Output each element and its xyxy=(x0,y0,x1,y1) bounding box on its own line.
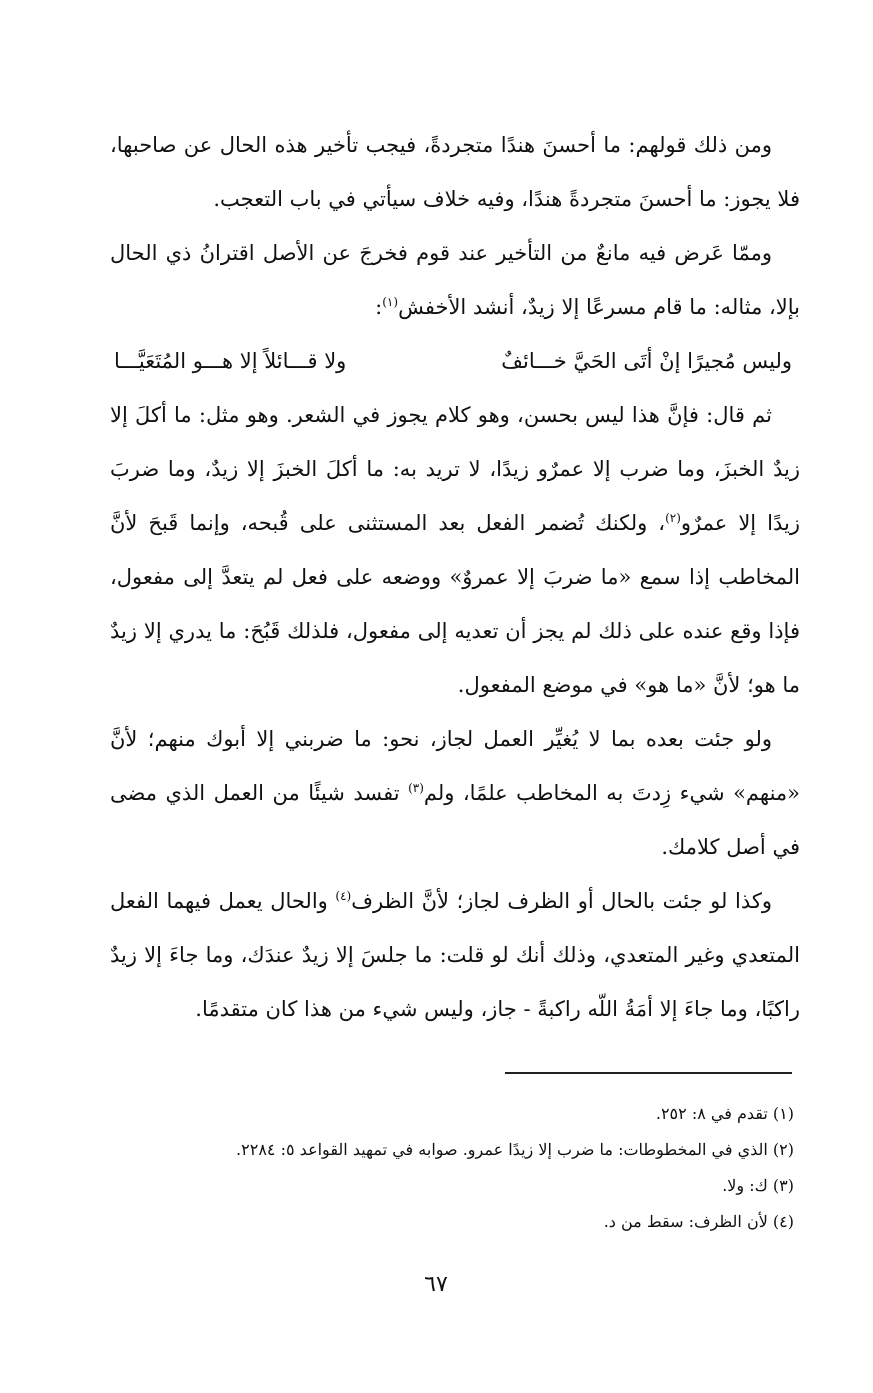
footnote-3: (٣) ك: ولا. xyxy=(722,1176,794,1195)
paragraph-1 xyxy=(110,118,800,226)
paragraph-2 xyxy=(110,226,800,334)
footnotes xyxy=(140,1096,794,1240)
main-text xyxy=(110,118,800,1036)
verse-second-hemistich: ولا قـــائلاً إلا هـــو المُتَعَيَّـــا xyxy=(114,349,347,373)
paragraph-2-text: وممّا عَرض فيه مانعٌ من التأخير عند قوم فخرجَ عن الأصل اقترانُ ذي الحال بإلا، مثاله: ما قام مسرعًا إلا زيدٌ، أنشد الأخفش xyxy=(110,241,800,319)
footnote-ref-4: (٤) xyxy=(335,889,352,903)
footnote-ref-1: (١) xyxy=(382,295,399,309)
footnote-2: (٢) الذي في المخطوطات: ما ضرب إلا زيدًا عمرو. صوابه في تمهيد القواعد ٥: ٢٢٨٤. xyxy=(236,1140,794,1159)
paragraph-4-continuation: تفسد شيئًا من العمل الذي مضى في أصل كلامك. xyxy=(110,781,800,859)
paragraph-1-text: ومن ذلك قولهم: ما أحسنَ هندًا متجردةً، فيجب تأخير هذه الحال عن صاحبها، فلا يجوز: ما أحسنَ متجردةً هندًا، وفيه خلاف سيأتي في باب التعجب. xyxy=(110,133,800,211)
footnote-ref-2: (٢) xyxy=(665,511,681,525)
footnote-ref-3: (٣) xyxy=(408,781,424,795)
paragraph-3-continuation: ، ولكنك تُضمر الفعل بعد المستثنى على قُبحه، وإنما قَبحَ لأنَّ المخاطب إذا سمع «ما ضربَ إلا عمروٌ» ووضعه على فعل لم يتعدَّ إلى مفعول، فإذا وقع عنده على ذلك لم يجز أن تعديه إلى مفعول، فلذلك قَبُحَ: ما يدري إلا زيدٌ ما هو؛ لأنَّ «ما هو» في موضع المفعول. xyxy=(110,511,800,697)
paragraph-4 xyxy=(110,712,800,874)
footnote-4: (٤) لأن الظرف: سقط من د. xyxy=(603,1212,794,1231)
verse-first-hemistich: وليس مُجيرًا إنْ أتَى الحَيَّ خـــائفٌ xyxy=(501,349,792,373)
page-number: ٦٧ xyxy=(424,1272,448,1297)
paragraph-5-continuation: والحال يعمل فيهما الفعل المتعدي وغير المتعدي، وذلك أنك لو قلت: ما جلسَ إلا زيدٌ عندَك، وما جاءَ إلا زيدٌ راكبًا، وما جاءَ إلا أمَةُ اللّه راكبةً - جاز، وليس شيء من هذا كان متقدمًا. xyxy=(110,889,800,1021)
paragraph-2-colon: : xyxy=(375,295,383,319)
poetry-verse xyxy=(110,334,800,388)
paragraph-5 xyxy=(110,874,800,1036)
footnote-separator xyxy=(505,1072,792,1074)
paragraph-4-text: ولو جئت بعده بما لا يُغيِّر العمل لجاز، نحو: ما ضربني إلا أبوك منهم؛ لأنَّ «منهم» شيء زِدتَ به المخاطب علمًا، ولم xyxy=(110,727,801,805)
paragraph-5-text: وكذا لو جئت بالحال أو الظرف لجاز؛ لأنَّ الظرف xyxy=(351,889,772,913)
footnote-1: (١) تقدم في ٨: ٢٥٢. xyxy=(655,1104,794,1123)
paragraph-3-text: ثم قال: فإنَّ هذا ليس بحسن، وهو كلام يجوز في الشعر. وهو مثل: ما أكلَ إلا زيدٌ الخبزَ، وما ضرب إلا عمرٌو زيدًا، لا تريد به: ما أكلَ الخبزَ إلا زيدٌ، وما ضربَ زيدًا إلا عمرٌو xyxy=(110,403,800,535)
paragraph-3 xyxy=(110,388,800,712)
